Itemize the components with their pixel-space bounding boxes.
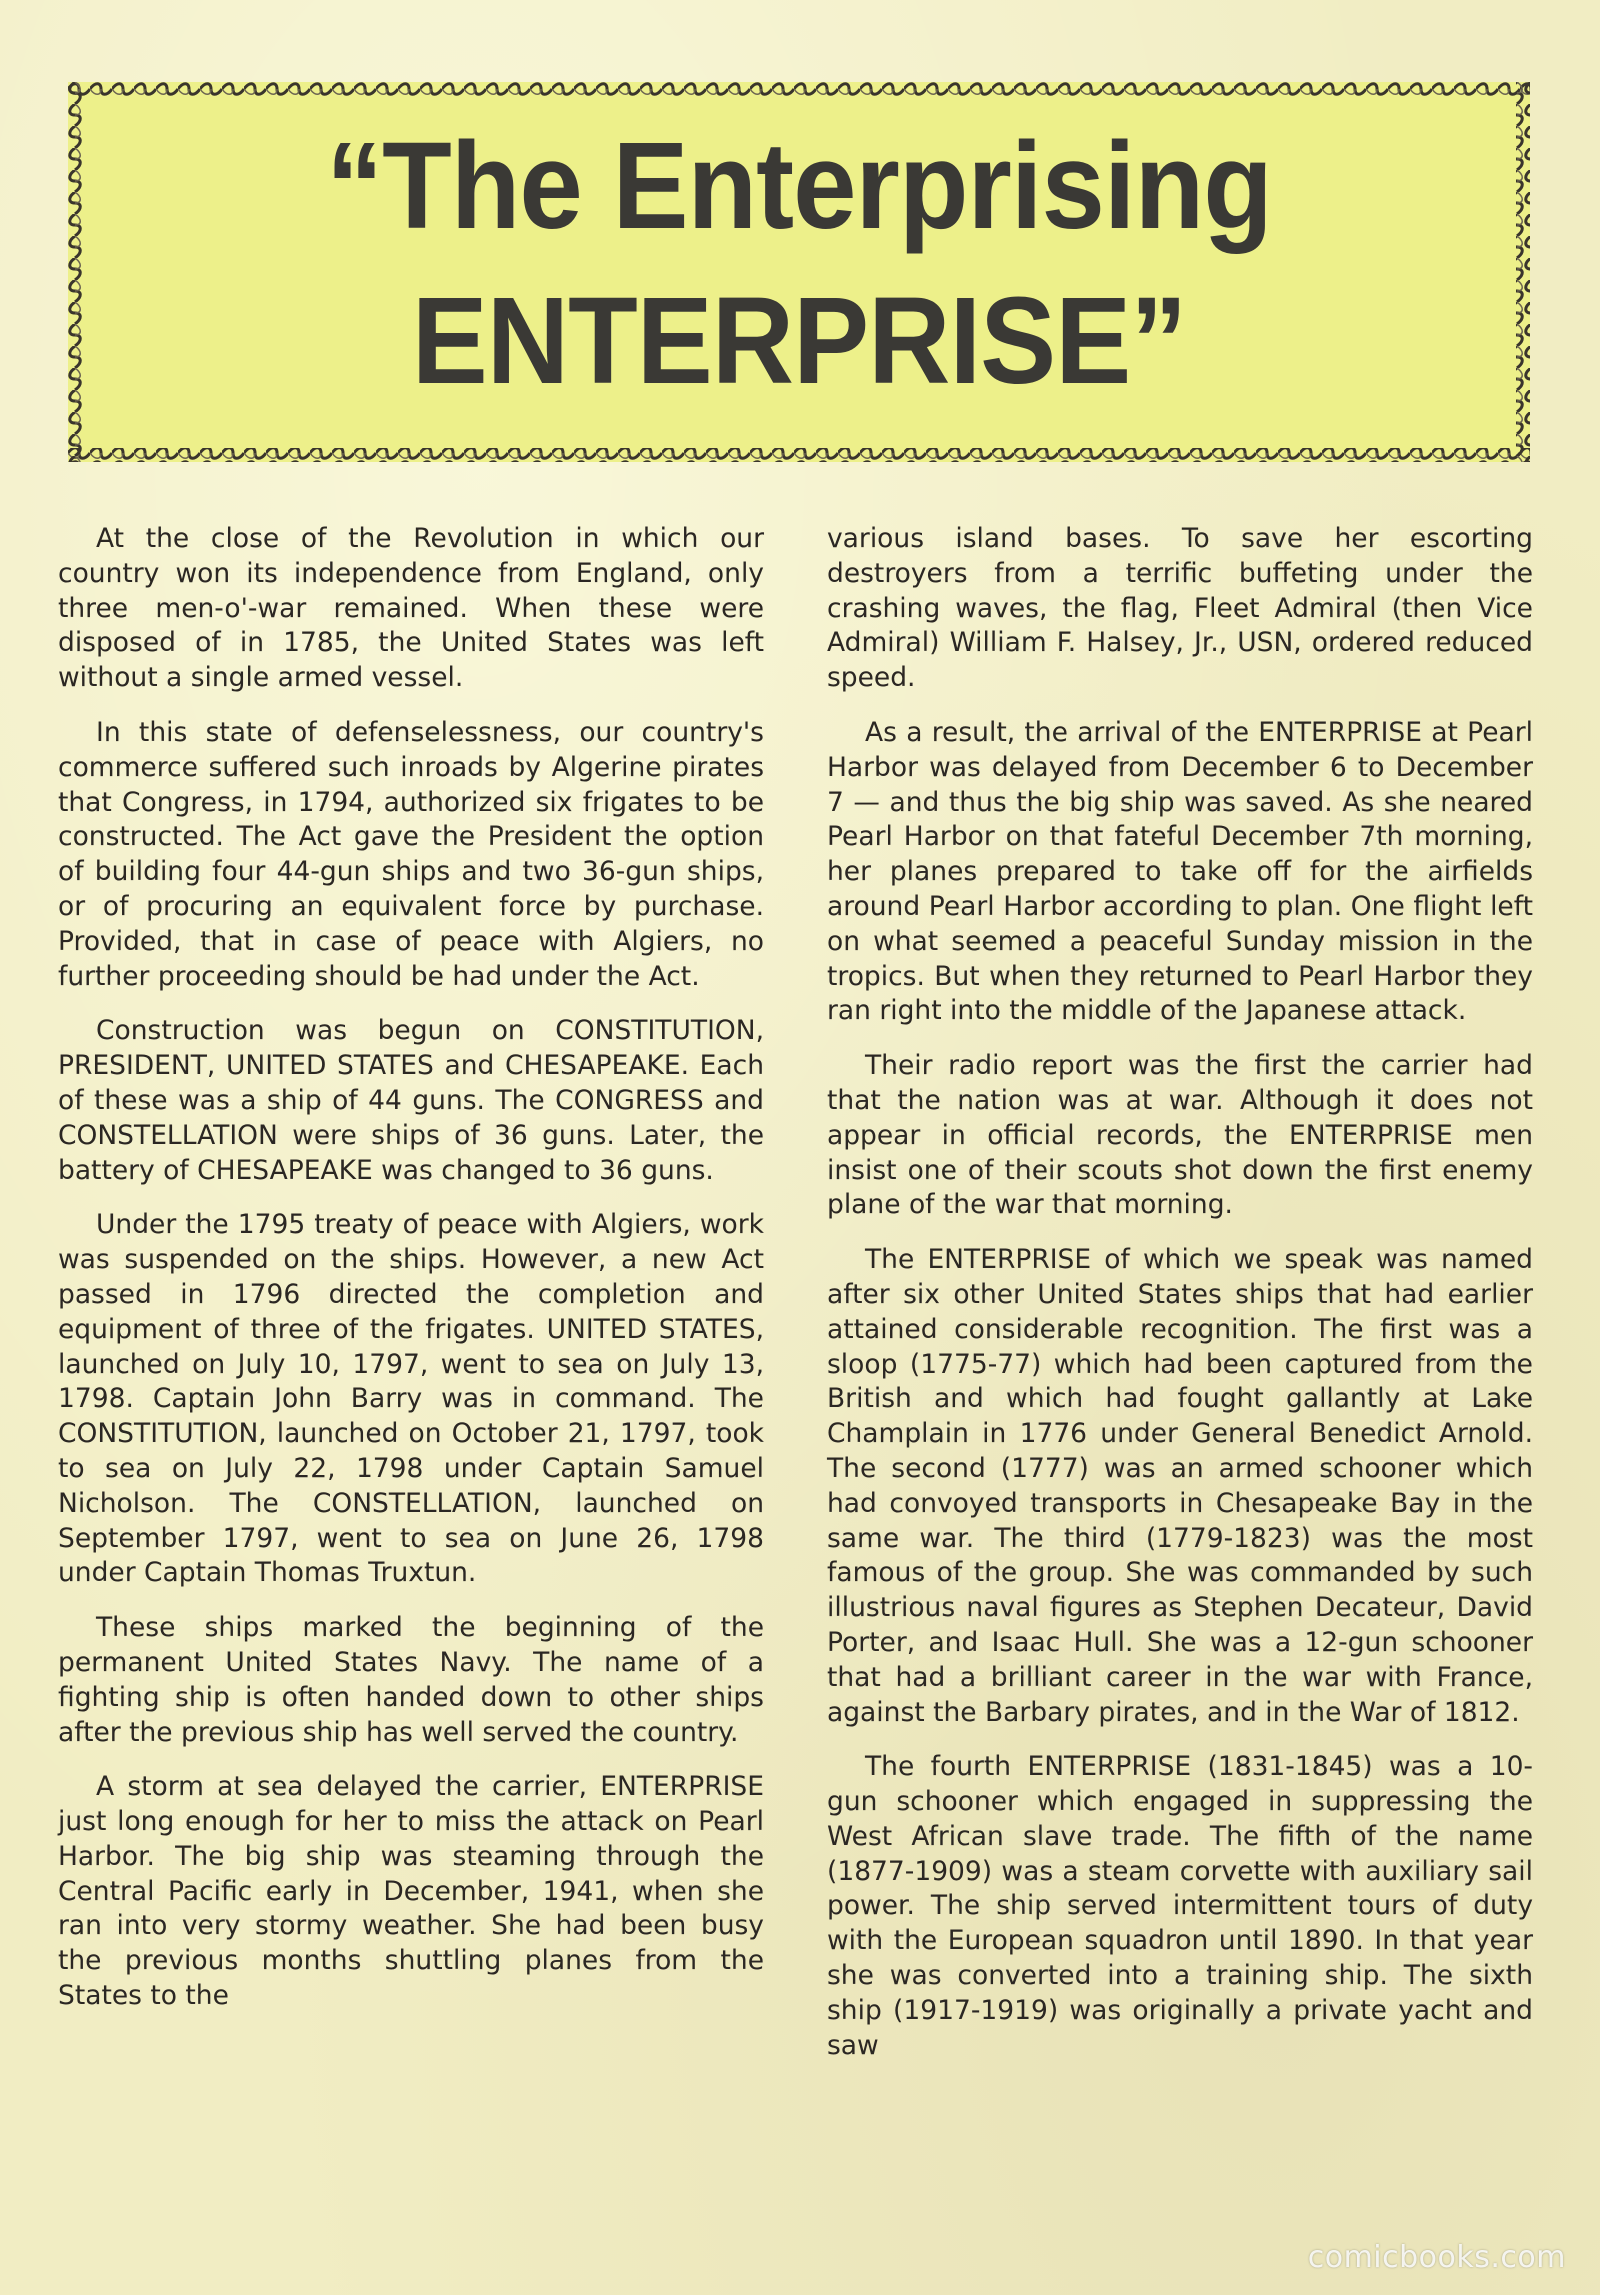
title-line-2: ENTERPRISE” (411, 272, 1187, 411)
article-title (68, 112, 1530, 422)
paragraph: As a result, the arrival of the ENTERPRISE at Pearl Harbor was delayed from December 6 to December 7 — and thus the big ship was saved. As she neared Pearl Harbor on that fateful December 7th morning, her planes prepared to take off for the airfields around Pearl Harbor according to plan. One flight left on what seemed a peaceful Sunday mission in the tropics. But when they returned to Pearl Harbor they ran right into the middle of the Japanese attack. (827, 716, 1533, 1027)
paragraph-continued: various island bases. To save her escorting destroyers from a terrific buffeting under the crashing waves, the flag, Fleet Admiral (then Vice Admiral) William F. Halsey, Jr., USN, ordered reduced speed. (827, 523, 1533, 694)
right-column (827, 522, 1533, 2083)
title-box (68, 82, 1530, 462)
paragraph: At the close of the Revolution in which our country won its independence from England, only three men-o'-war remained. When these were disposed of in 1785, the United States was left without a single armed vessel. (58, 523, 764, 694)
paragraph: Construction was begun on CONSTITUTION, PRESIDENT, UNITED STATES and CHESAPEAKE. Each of these was a ship of 44 guns. The CONGRESS and CONSTELLATION were ships of 36 guns. Later, the battery of CHESAPEAKE was changed to 36 guns. (58, 1015, 764, 1186)
paragraph: Under the 1795 treaty of peace with Algiers, work was suspended on the ships. However, a new Act passed in 1796 directed the completion and equipment of three of the frigates. UNITED STATES, launched on July 10, 1797, went to sea on July 13, 1798. Captain John Barry was in command. The CONSTITUTION, launched on October 21, 1797, took to sea on July 22, 1798 under Captain Samuel Nicholson. The CONSTELLATION, launched on September 1797, went to sea on June 26, 1798 under Captain Thomas Truxtun. (58, 1209, 764, 1589)
paragraph: In this state of defenselessness, our country's commerce suffered such inroads by Algerine pirates that Congress, in 1794, authorized six frigates to be constructed. The Act gave the President the option of building four 44-gun ships and two 36-gun ships, or of procuring an equivalent force by purchase. Provided, that in case of peace with Algiers, no further proceeding should be had under the Act. (58, 716, 764, 992)
paragraph: The ENTERPRISE of which we speak was named after six other United States ships that had earlier attained considerable recognition. The first was a sloop (1775-77) which had been captured from the British and which had fought gallantly at Lake Champlain in 1776 under General Benedict Arnold. The second (1777) was an armed schooner which had convoyed transports in Chesapeake Bay in the same war. The third (1779-1823) was the most famous of the group. She was commanded by such illustrious naval figures as Stephen Decateur, David Porter, and Isaac Hull. She was a 12-gun schooner that had a brilliant career in the war with France, against the Barbary pirates, and in the War of 1812. (827, 1244, 1533, 1728)
paragraph: These ships marked the beginning of the permanent United States Navy. The name of a fighting ship is often handed down to other ships after the previous ship has well served the country. (58, 1612, 764, 1748)
title-line-1: “The Enterprising (326, 117, 1272, 256)
watermark: comicbooks.com (1307, 2240, 1566, 2275)
paragraph: Their radio report was the first the carrier had that the nation was at war. Although it does not appear in official records, the ENTERPRISE men insist one of their scouts shot down the first enemy plane of the war that morning. (827, 1050, 1533, 1221)
paragraph: The fourth ENTERPRISE (1831-1845) was a 10-gun schooner which engaged in suppressing the West African slave trade. The fifth of the name (1877-1909) was a steam corvette with auxiliary sail power. The ship served intermittent tours of duty with the European squadron until 1890. In that year she was converted into a training ship. The sixth ship (1917-1919) was originally a private yacht and saw (827, 1751, 1533, 2061)
paragraph: A storm at sea delayed the carrier, ENTERPRISE just long enough for her to miss the attack on Pearl Harbor. The big ship was steaming through the Central Pacific early in December, 1941, when she ran into very stormy weather. She had been busy the previous months shuttling planes from the States to the (58, 1771, 764, 2012)
left-column (58, 522, 764, 2034)
